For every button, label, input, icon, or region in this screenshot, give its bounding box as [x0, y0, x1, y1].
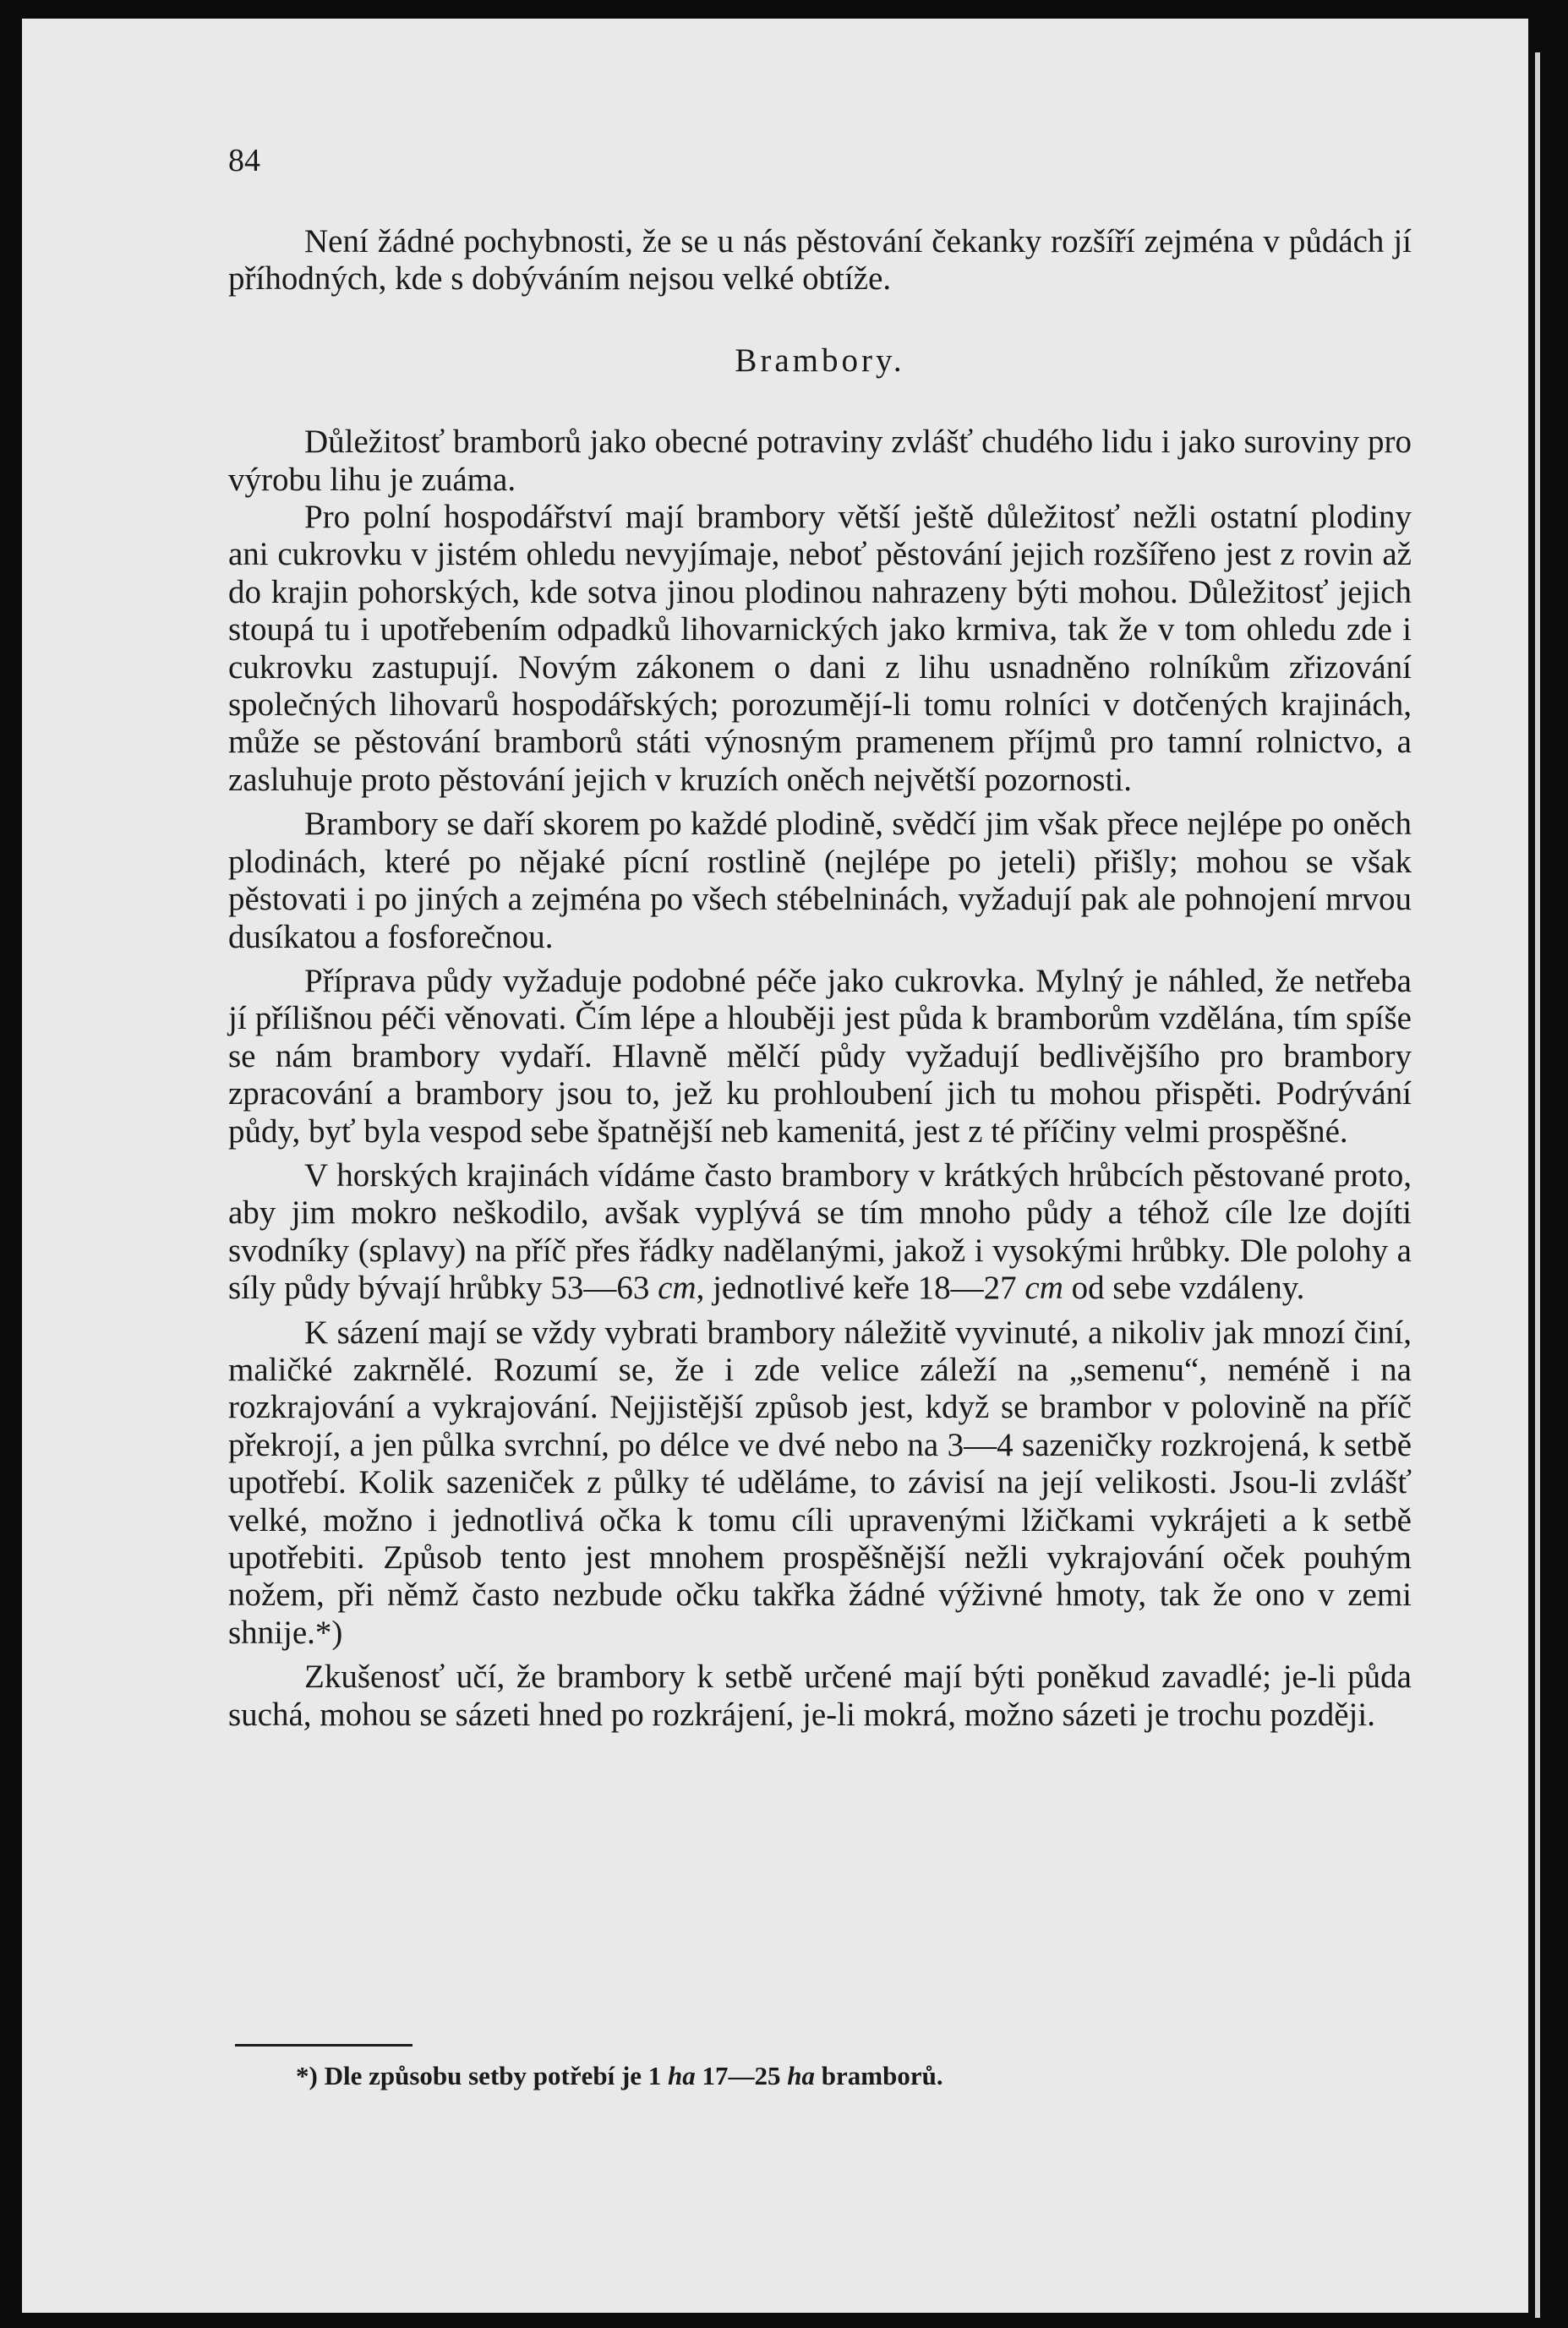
- paragraph-crop-rotation: Brambory se daří skorem po každé plodině, svědčí jim však přece nejlépe po oněch plodinách, které po nějaké pícní rostlině (nejlépe po jeteli) přišly; mohou se však pěstovati i po jiných a zejména po všech stébelninách, vyžadují pak ale pohnojení mrvou dusíkatou a fosforečnou.: [228, 806, 1412, 955]
- unit-ha-1: ha: [668, 2061, 696, 2090]
- paragraph-soil-preparation: Příprava půdy vyžaduje podobné péče jako cukrovka. Mylný je náhled, že netřeba jí přílišnou péči věnovati. Čím lépe a hlouběji jest půda k bramborům vzdělána, tím spíše se nám brambory vydaří. Hlavně mělčí půdy vyžadují bedlivějšího pro brambory zpracování a brambory jsou to, jež ku prohloubení jich tu mohou přispěti. Podrývání půdy, byť byla vespod sebe špatnější neb kamenitá, jest z té příčiny velmi prospěšné.: [228, 962, 1412, 1150]
- paragraph-agriculture: Pro polní hospodářství mají brambory větší ještě důležitosť nežli ostatní plodiny ani cukrovku v jistém ohledu nevyjímaje, neboť pěstování jejich rozšířeno jest z rovin až do krajin pohorských, kde sotva jinou plodinou nahrazeny býti mohou. Důležitosť jejich stoupá tu i upotřebením odpadků lihovarnických jako krmiva, tak že v tom ohledu zde i cukrovku zastupují. Novým zákonem o dani z lihu usnadněno rolníkům zřizování společných lihovarů hospodářských; porozumějí-li tomu rolníci v dotčených krajinách, může se pěstování bramborů státi výnosným pramenem příjmů pro tamní rolnictvo, a zasluhuje proto pěstování jejich v kruzích oněch největší pozornosti.: [228, 499, 1412, 798]
- page-body: [228, 223, 1412, 1734]
- unit-ha-2: ha: [787, 2061, 816, 2090]
- footnote-text-after: bramborů.: [815, 2061, 943, 2090]
- page-number: 84: [228, 143, 260, 178]
- footnote: [296, 2059, 943, 2093]
- unit-cm-1: cm: [658, 1270, 697, 1307]
- footnote-text-before: *) Dle způsobu setby potřebí je 1: [296, 2061, 669, 2090]
- scan-border-bottom: [0, 2313, 1568, 2328]
- unit-cm-2: cm: [1024, 1270, 1063, 1307]
- scan-border-left: [0, 0, 22, 2328]
- scan-border-top: [0, 0, 1568, 19]
- hill-text-before: V horských krajinách vídáme často brambory v krátkých hrůbcích pěstované proto, aby jim mokro neškodilo, avšak vyplývá se tím mnoho půdy a téhož cíle lze dojíti svodníky (splavy) na příč přes řádky nadělanými, jakož i vysokými hrůbky. Dle polohy a síly půdy bývají hrůbky 53—63: [228, 1156, 1412, 1307]
- section-heading: Brambory.: [735, 342, 905, 379]
- paragraph-experience: Zkušenosť učí, že brambory k setbě určené mají býti poněkud zavadlé; je-li půda suchá, mohou se sázeti hned po rozkrájení, je-li mokrá, možno sázeti je trochu později.: [228, 1659, 1412, 1733]
- footnote-divider: [235, 2044, 412, 2047]
- paragraph-importance: Důležitosť bramborů jako obecné potraviny zvlášť chudého lidu i jako suroviny pro výrobu lihu je zuáma.: [228, 424, 1412, 498]
- footnote-text-middle: 17—25: [695, 2061, 788, 2090]
- paragraph-hill-regions: [228, 1157, 1412, 1308]
- hill-text-middle: , jednotlivé keře 18—27: [696, 1270, 1025, 1307]
- paragraph-planting: K sázení mají se vždy vybrati brambory náležitě vyvinuté, a nikoliv jak mnozí činí, maličké zakrnělé. Rozumí se, že i zde velice záleží na „semenu“, neméně i na rozkrajování a vykrajování. Nejjistější způsob jest, když se brambor v polovině na příč překrojí, a jen půlka svrchní, po délce ve dvé nebo na 3—4 sazeničky rozkrojená, k setbě upotřebí. Kolik sazeniček z půlky té uděláme, to závisí na její velikosti. Jsou-li zvlášť velké, možno i jednotlivá očka k tomu cíli upravenými lžičkami vykrájeti a k setbě upotřebiti. Způsob tento jest mnohem prospěšnější nežli vykrajování oček pouhým nožem, při němž často nezbude očku takřka žádné výživné hmoty, tak že ono v zemi shnije.*): [228, 1314, 1412, 1651]
- paragraph-chicory: Není žádné pochybnosti, že se u nás pěstování čekanky rozšíří zejména v půdách jí příhodných, kde s dobýváním nejsou velké obtíže.: [228, 223, 1412, 298]
- hill-text-after: od sebe vzdáleny.: [1063, 1270, 1305, 1307]
- page-edge: [1535, 52, 1540, 2318]
